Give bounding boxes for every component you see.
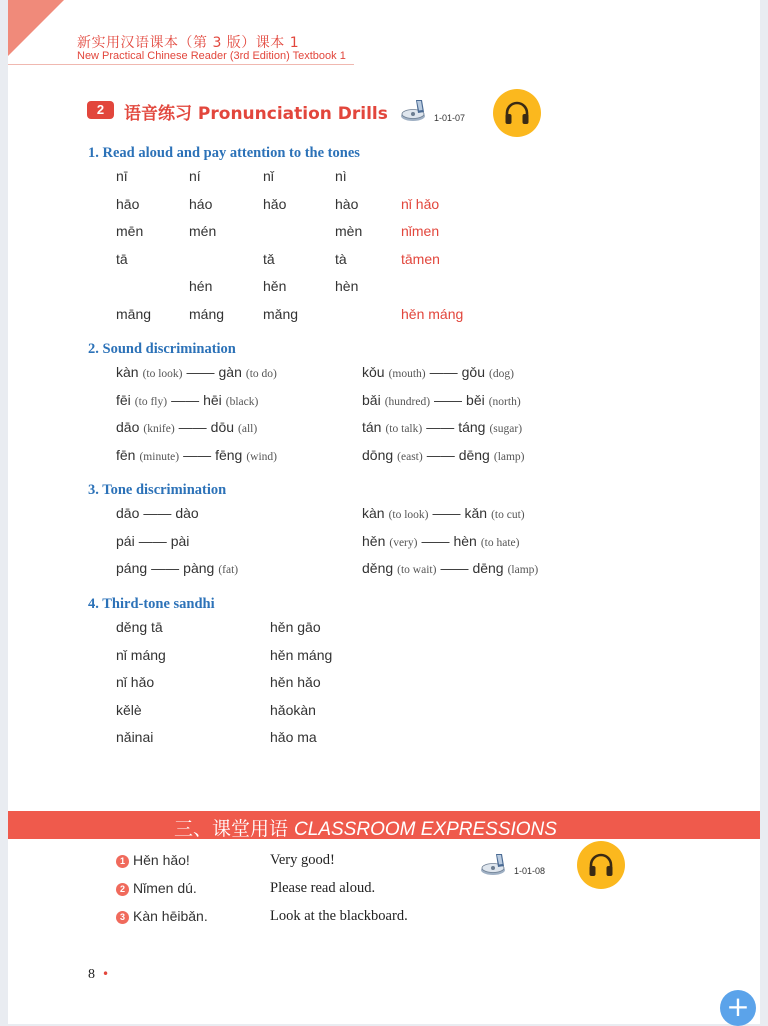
drill-1-syllable: tà [335, 250, 347, 267]
pair-dash: —— [434, 391, 463, 408]
page-number-dot: • [102, 967, 110, 981]
gloss-b: (fat) [218, 564, 239, 576]
gloss-a: (very) [389, 536, 418, 549]
expression-number: 2 [116, 883, 129, 896]
headphones-icon[interactable] [577, 841, 625, 889]
expression-pinyin-text: Kàn hēibǎn. [133, 908, 208, 924]
pair-dash: —— [183, 446, 212, 463]
syllable-b: táng [458, 419, 486, 435]
drill-1-syllable: hào [335, 195, 359, 212]
cd-player-icon[interactable] [480, 850, 510, 878]
drill-1-word: nǐmen [401, 223, 440, 239]
drill-1-syllable: tǎ [263, 250, 275, 267]
drill-1-word: nǐ hǎo [401, 195, 440, 212]
drill-1-syllable: mèn [335, 223, 363, 239]
syllable-b: hèn [453, 532, 477, 549]
sandhi-phrase: děng tā [116, 619, 163, 635]
syllable-a: kàn [362, 505, 385, 521]
gloss-a: (mouth) [388, 368, 426, 380]
headphones-icon[interactable] [493, 89, 541, 137]
gloss-b: (lamp) [493, 450, 525, 463]
syllable-a: dāo [116, 419, 140, 435]
drill-1-syllable: mēn [116, 223, 144, 239]
gloss-b: (to do) [245, 368, 277, 380]
corner-decoration [8, 0, 64, 64]
gloss-a: (to wait) [397, 564, 437, 576]
syllable-b: gǒu [461, 364, 485, 380]
pair-dash: —— [426, 419, 455, 435]
gloss-a: (to look) [142, 368, 183, 380]
expression-english: Please read aloud. [270, 880, 376, 896]
syllable-a: bǎi [362, 391, 381, 408]
syllable-a: fēn [116, 446, 136, 463]
drill-1-syllable: hén [189, 278, 213, 294]
drill-1-syllable: nī [116, 168, 128, 184]
gloss-a: (minute) [139, 450, 180, 463]
syllable-b: dēng [458, 446, 490, 463]
pair-dash: —— [429, 364, 458, 380]
classroom-expressions-banner [8, 811, 760, 839]
gloss-a: (to fly) [134, 395, 168, 408]
header-title-en: New Practical Chinese Reader (3rd Edition) Textbook 1 [77, 50, 346, 62]
drill-1-syllable: máng [189, 305, 225, 322]
syllable-b: pàng [183, 560, 215, 576]
drill-1-heading: 1. Read aloud and pay attention to the tones [88, 145, 360, 161]
syllable-b: běi [466, 391, 485, 408]
plus-icon[interactable]: + [720, 990, 756, 1026]
expression-english: Very good! [270, 852, 335, 868]
drill-1-syllable: hèn [335, 278, 359, 294]
drill-1-syllable: māng [116, 305, 152, 322]
sandhi-phrase: hǎokàn [270, 701, 316, 718]
pair-dash: —— [171, 391, 200, 408]
discrimination-pair [362, 533, 523, 549]
sandhi-phrase: hěn hǎo [270, 674, 321, 690]
syllable-b: fēng [215, 446, 243, 463]
sandhi-phrase: nǐ máng [116, 646, 166, 663]
syllable-b: dēng [472, 560, 504, 576]
drill-1-syllable: ní [189, 168, 201, 184]
gloss-b: (all) [238, 423, 258, 435]
header-title-cn: 新实用汉语课本（第 3 版）课本 1 [77, 35, 300, 51]
drill-1-word: tāmen [401, 250, 440, 267]
gloss-b: (north) [488, 395, 521, 408]
pair-dash: —— [432, 505, 461, 521]
gloss-b: (sugar) [489, 423, 523, 435]
syllable-a: hěn [362, 532, 386, 549]
syllable-a: kàn [116, 364, 139, 380]
discrimination-pair [362, 447, 529, 463]
expression-pinyin-text: Hěn hǎo! [133, 852, 190, 868]
drill-1-syllable: mén [189, 223, 217, 239]
gloss-b: (to hate) [480, 536, 520, 549]
sandhi-phrase: hěn gāo [270, 619, 321, 635]
gloss-a: (to talk) [385, 423, 423, 435]
gloss-a: (to look) [388, 509, 429, 521]
discrimination-pair [116, 364, 281, 380]
syllable-a: páng [116, 560, 148, 576]
expression-number: 1 [116, 855, 129, 868]
page-number: 8 [88, 967, 95, 982]
syllable-b: kǎn [464, 505, 488, 521]
gloss-a: (knife) [143, 423, 175, 435]
expression-pinyin [116, 880, 197, 896]
gloss-b: (dog) [489, 368, 514, 380]
pair-dash: —— [440, 560, 469, 576]
discrimination-pair [116, 392, 262, 408]
cd-player-icon[interactable] [400, 96, 430, 124]
gloss-b: (wind) [246, 450, 277, 463]
discrimination-pair [116, 505, 203, 521]
expression-number: 3 [116, 911, 129, 924]
sandhi-phrase: kělè [116, 701, 142, 718]
syllable-a: tán [362, 419, 382, 435]
syllable-a: pái [116, 532, 135, 549]
pair-dash: —— [421, 532, 450, 549]
gloss-b: (lamp) [507, 564, 539, 576]
pair-dash: —— [178, 419, 207, 435]
drill-1-syllable: nǐ [263, 168, 274, 184]
gloss-b: (to cut) [491, 509, 525, 521]
pair-dash: —— [143, 505, 172, 521]
discrimination-pair [362, 419, 526, 435]
discrimination-pair [116, 419, 261, 435]
discrimination-pair [362, 505, 529, 521]
drill-1-syllable: háo [189, 195, 213, 212]
gloss-b: (black) [225, 395, 259, 408]
sandhi-phrase: hěn máng [270, 646, 333, 663]
section-number-badge: 2 [87, 101, 114, 119]
drill-1-syllable: mǎng [263, 305, 299, 322]
gloss-a: (east) [397, 450, 423, 463]
discrimination-pair [362, 364, 518, 380]
drill-1-syllable: hǎo [263, 195, 287, 212]
syllable-a: dōng [362, 446, 394, 463]
expression-pinyin-text: Nǐmen dú. [133, 880, 197, 896]
syllable-b: gàn [218, 364, 242, 380]
sandhi-phrase: hǎo ma [270, 729, 317, 745]
discrimination-pair [362, 560, 542, 576]
drill-4-heading: 4. Third-tone sandhi [88, 596, 215, 612]
pair-dash: —— [186, 364, 215, 380]
drill-3-heading: 3. Tone discrimination [88, 482, 227, 498]
section-title: 语音练习 Pronunciation Drills [124, 104, 388, 124]
banner-title-en: CLASSROOM EXPRESSIONS [294, 819, 557, 840]
header-divider [8, 64, 354, 65]
syllable-a: dāo [116, 505, 140, 521]
drill-2-heading: 2. Sound discrimination [88, 341, 236, 357]
drill-1-syllable: hěn [263, 278, 287, 294]
textbook-page [8, 0, 760, 1024]
sandhi-phrase: nǎinai [116, 729, 154, 745]
syllable-b: dōu [210, 419, 235, 435]
expression-english: Look at the blackboard. [270, 908, 408, 924]
syllable-a: kǒu [362, 364, 385, 380]
expression-pinyin [116, 852, 190, 868]
track-number-label: 1-01-08 [514, 866, 546, 876]
discrimination-pair [116, 560, 242, 576]
expression-pinyin [116, 908, 208, 924]
gloss-a: (hundred) [384, 395, 431, 408]
discrimination-pair [362, 392, 525, 408]
syllable-a: děng [362, 560, 394, 576]
banner-title-cn: 三、课堂用语 [174, 818, 295, 840]
drill-1-syllable: tā [116, 250, 128, 267]
discrimination-pair [116, 447, 281, 463]
syllable-a: fēi [116, 391, 131, 408]
track-number-label: 1-01-07 [434, 113, 466, 123]
syllable-b: dào [175, 505, 199, 521]
discrimination-pair [116, 533, 193, 549]
sandhi-phrase: nǐ hǎo [116, 674, 155, 690]
pair-dash: —— [426, 446, 455, 463]
pair-dash: —— [151, 560, 180, 576]
pair-dash: —— [138, 532, 167, 549]
drill-1-syllable: hāo [116, 195, 140, 212]
syllable-b: pài [170, 532, 190, 549]
syllable-b: hēi [203, 391, 222, 408]
drill-1-word: hěn máng [401, 305, 464, 322]
drill-1-syllable: nì [335, 168, 347, 184]
